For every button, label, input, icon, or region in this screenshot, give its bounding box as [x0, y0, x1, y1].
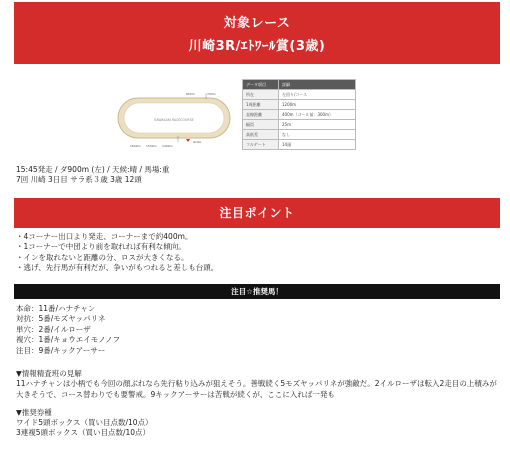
ticket-list	[16, 418, 153, 439]
table-val: なし	[279, 130, 356, 140]
table-val: 左回り/コース	[279, 90, 356, 100]
marker-1500m: 1500m	[146, 144, 157, 148]
table-val: 25m	[279, 120, 356, 130]
pick-heading: 注目☆推奨馬！	[14, 284, 500, 299]
list-item: 対抗：5番/モズヤッパリネ	[16, 314, 106, 324]
list-item: 本命：11番/ハナチャン	[16, 304, 96, 313]
course-data-table	[242, 79, 356, 150]
list-item: ・インを取れないと距離の分、ロスが大きくなる。	[16, 252, 189, 262]
table-row	[243, 110, 356, 120]
table-key: 幅員	[243, 120, 279, 130]
pick-list	[16, 304, 120, 356]
course-diagram	[110, 84, 238, 156]
race-header	[14, 2, 500, 64]
marker-1600m: 1600m	[130, 144, 141, 148]
table-key: 1周距離	[243, 100, 279, 110]
analysis-text: 11ハナチャンは小柄でも今回の顔ぶれなら先行粘り込みが狙えそう。善戦続く5モズヤッパリネが強敵だ。2イルローザは転入2走目の上積みが大きそうで、コース替わりでも要警戒。9キックアーサーは苦戦が続くが、ここに入れば一発も	[16, 379, 497, 399]
table-head-val: 詳細	[279, 80, 356, 90]
point-heading: 注目ポイント	[14, 198, 500, 228]
race-info	[16, 165, 169, 185]
goal-label: GOAL	[193, 140, 202, 144]
list-item: 3連複5頭ボックス（買い目点数/10点）	[16, 428, 151, 438]
race-conditions: 15:45発走 / ダ900m (左) / 天候:晴 / 馬場:重	[16, 165, 170, 174]
list-item: ・1コーナーで中団より前を取れれば有利な傾向。	[16, 242, 186, 252]
list-item: 複穴：1番/キョウエイモノノフ	[16, 335, 121, 345]
list-item: 単穴：2番/イルローザ	[16, 324, 91, 334]
table-row	[243, 120, 356, 130]
list-item: ・逃げ、先行馬が有利だが、争いがもつれると差しも台頭。	[16, 263, 219, 273]
analysis-title: ▼情報精査班の見解	[16, 369, 82, 378]
table-head-key: データ項目	[243, 80, 279, 90]
table-val: 400m（ゴール前：300m）	[279, 110, 356, 120]
table-val: 14頭	[279, 140, 356, 150]
table-key: フルゲート	[243, 140, 279, 150]
list-item: ・4コーナー出口より発走、コーナーまで約400m。	[16, 232, 193, 241]
course-map	[110, 84, 238, 156]
course-label: KAWASAKI RACECOURSE	[154, 118, 194, 122]
ticket-title: ▼推奨券種	[16, 408, 52, 417]
table-row	[243, 140, 356, 150]
table-key: 高低差	[243, 130, 279, 140]
marker-1400m: 1400m	[162, 144, 173, 148]
table-key: 所在	[243, 90, 279, 100]
point-list	[16, 232, 218, 274]
marker-700m: 700m	[207, 92, 216, 96]
list-item: ワイド5頭ボックス（買い目点数/10点）	[16, 418, 153, 427]
table-row	[243, 100, 356, 110]
header-title: 対象レース	[223, 16, 291, 31]
marker-800m: 800m	[186, 92, 195, 96]
table-row	[243, 90, 356, 100]
race-meeting: 7回 川崎 3日目 サラ系３歳 3歳 12頭	[16, 175, 142, 184]
table-key: 直線距離	[243, 110, 279, 120]
table-val: 1200m	[279, 100, 356, 110]
table-header-row	[243, 80, 356, 90]
list-item: 注目：9番/キックアーサー	[16, 345, 106, 355]
table-row	[243, 130, 356, 140]
race-name: 川崎3R/ｴﾄﾜｰﾙ賞(3歳)	[188, 39, 326, 54]
